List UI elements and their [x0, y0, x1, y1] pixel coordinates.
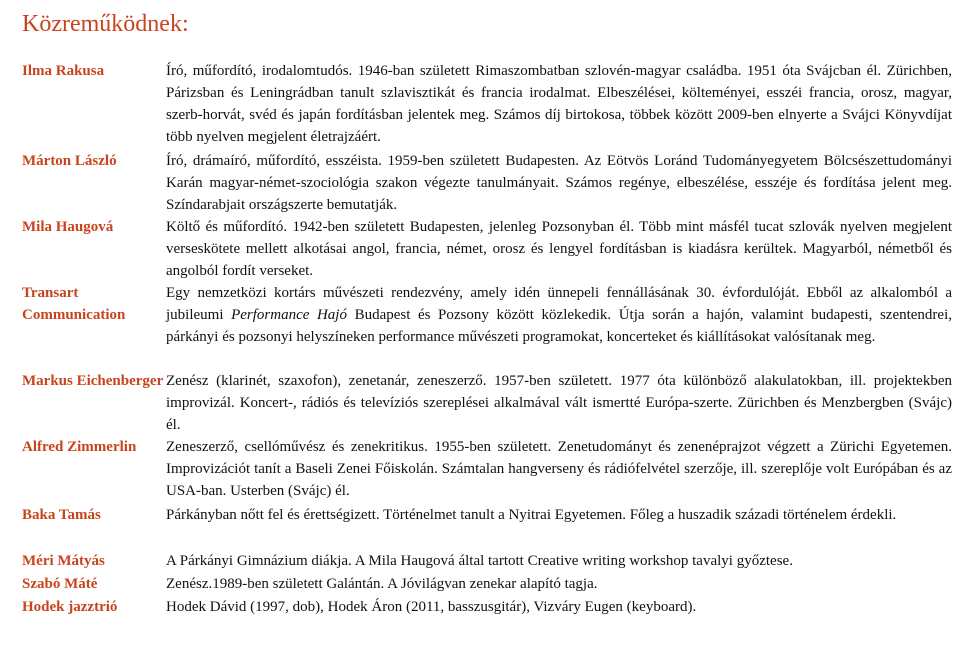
contributor-entry [22, 436, 952, 502]
contributor-entry [22, 573, 952, 595]
contributor-name: Méri Mátyás [22, 553, 105, 569]
description-text: Budapest és Pozsony között közlekedik. Útja során a hajón, valamint budapesti, szentendrei, párkányi és pozsonyi helyszíneken performance művészeti programokat, koncerteket és kiállításokat valósítanak meg. [166, 307, 953, 345]
contributor-name: Alfred Zimmerlin [22, 439, 137, 455]
contributor-name: Hodek jazztrió [22, 599, 118, 615]
contributors-list [22, 60, 952, 618]
contributor-entry [22, 550, 952, 572]
event-title: Performance Hajó [231, 307, 347, 323]
contributor-name: Markus Eichenberger [22, 373, 164, 389]
contributor-name: Ilma Rakusa [22, 63, 105, 79]
contributor-entry [22, 60, 952, 148]
contributor-entry [22, 370, 952, 436]
contributor-entry [22, 504, 952, 548]
contributor-name: Márton László [22, 153, 117, 169]
contributor-entry [22, 150, 952, 216]
contributor-description: Párkányban nőtt fel és érettségizett. Történelmet tanult a Nyitrai Egyetemen. Főleg a huszadik századi történelem érdekli. [166, 507, 897, 523]
contributor-description: Író, műfordító, irodalomtudós. 1946-ban született Rimaszombatban szlovén-magyar családba. 1951 óta Svájcban él. Zürichben, Párizsban és Leningrádban tanult szlavisztikát és francia irodalmat. Elbeszélései, költeményei, esszéi francia, orosz, magyar, szerb-horvát, svéd és japán fordításban jelentek meg. Számos díj birtokosa, többek között 2009-ben elnyerte a Svájci Könyvdíjat több nyelven megjelent életrajzáért. [166, 63, 952, 145]
contributor-name: Transart Communication [22, 285, 126, 323]
contributor-entry [22, 216, 952, 282]
contributor-name: Baka Tamás [22, 507, 101, 523]
description-text: Egy nemzetközi kortárs művészeti rendezvény, amely idén ünnepeli fennállásának 30. évfordulóját. Ebből az alkalomból a jubileumi [166, 285, 952, 323]
contributor-description: Zenész.1989-ben született Galántán. A Jóvilágvan zenekar alapító tagja. [166, 576, 598, 592]
page-title: Közreműködnek: [22, 11, 189, 37]
contributor-entry [22, 596, 952, 618]
contributor-description: Író, drámaíró, műfordító, esszéista. 1959-ben született Budapesten. Az Eötvös Loránd Tudományegyetem Bölcsészettudományi Karán magyar-német-szociológia szakon végezte tanulmányait. Számos regénye, elbeszélése, esszéje és fordítása jelent meg. Színdarabjait országszerte bemutatják. [166, 153, 952, 213]
contributor-description: A Párkányi Gimnázium diákja. A Mila Haugová által tartott Creative writing workshop tavalyi győztese. [166, 553, 793, 569]
contributor-description: Zenész (klarinét, szaxofon), zenetanár, zeneszerző. 1957-ben született. 1977 óta különböző alakulatokban, ill. projektekben improvizál. Koncert-, rádiós és televíziós szereplései alkalmával vált ismertté Európa-szerte. Zürichben és Menzbergben (Svájc) él. [166, 373, 952, 433]
contributor-name: Szabó Máté [22, 576, 98, 592]
contributor-name: Mila Haugová [22, 219, 114, 235]
contributor-description: Költő és műfordító. 1942-ben született Budapesten, jelenleg Pozsonyban él. Több mint másfél tucat szlovák nyelven megjelent verseskötete mellett alkotásai angol, francia, német, orosz és lengyel fordításban is kiadásra kerültek. Magyarból, németből és angolból fordít verseket. [166, 219, 952, 279]
contributor-description [166, 282, 952, 348]
contributor-entry [22, 282, 952, 370]
contributor-description: Hodek Dávid (1997, dob), Hodek Áron (2011, basszusgitár), Vizváry Eugen (keyboard). [166, 599, 697, 615]
contributor-description: Zeneszerző, csellóművész és zenekritikus. 1955-ben született. Zenetudományt és zenenéprajzot végzett a Zürichi Egyetemen. Improvizációt tanít a Baseli Zenei Főiskolán. Számtalan hangverseny és rádiófelvétel szerzője, ill. szereplője volt Európában és az USA-ban. Usterben (Svájc) él. [166, 439, 952, 499]
